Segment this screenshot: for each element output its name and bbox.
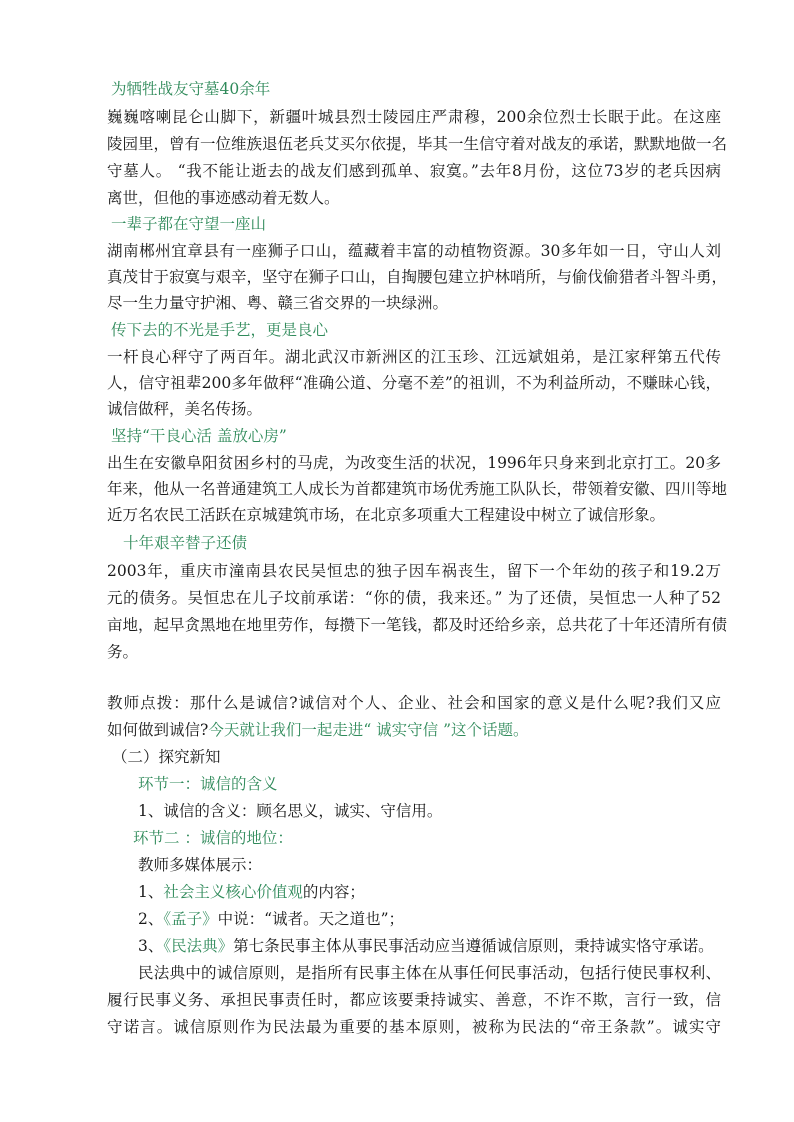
story-3-line-1: 一杆良心秤守了两百年。湖北武汉市新洲区的江玉珍、江远斌姐弟，是江家秤第五代传 — [107, 348, 721, 366]
story-1-line-1: 巍巍喀喇昆仑山脚下，新疆叶城县烈士陵园庄严肃穆，200余位烈士长眠于此。在这座 — [107, 108, 721, 126]
list-item-3-text: 第七条民事主体从事民事活动应当遵循诚信原则，秉持诚实恪守承诺。 — [233, 937, 714, 955]
story-title-5: 十年艰辛替子还债 — [123, 534, 248, 552]
link-1-title: 环节一：诚信的含义 — [138, 775, 278, 793]
story-title-4: 坚持“干良心活 盖放心房” — [111, 427, 287, 445]
story-3-line-2: 人，信守祖辈200多年做秤“准确公道、分毫不差”的祖训，不为利益所动，不赚昧心钱， — [107, 374, 721, 392]
list-item-2-num: 2、 — [138, 910, 164, 928]
story-3-line-3: 诚信做秤，美名传扬。 — [107, 400, 263, 418]
story-title-3: 传下去的不光是手艺，更是良心 — [111, 321, 329, 339]
story-2-line-1: 湖南郴州宜章县有一座狮子口山，蕴藏着丰富的动植物资源。30多年如一日，守山人刘 — [107, 242, 721, 260]
topic-intro: 今天就让我们一起走进“ 诚实守信 ”这个话题。 — [208, 721, 529, 739]
story-5-line-1: 2003年，重庆市潼南县农民吴恒忠的独子因车祸丧生，留下一个年幼的孩子和19.2万 — [107, 562, 721, 580]
teacher-prompt-line-1: 教师点拨：那什么是诚信?诚信对个人、企业、社会和国家的意义是什么呢?我们又应 — [107, 694, 721, 712]
teacher-question: 如何做到诚信? — [107, 721, 209, 739]
story-1-line-4: 离世，但他的事迹感动着无数人。 — [107, 189, 340, 207]
mencius-term: 《孟子》 — [163, 910, 218, 928]
link-2-title: 环节二 ：诚信的地位： — [133, 829, 293, 847]
civil-code-para-line-3: 守诺言。诚信原则作为民法最为重要的基本原则，被称为民法的“帝王条款”。诚实守 — [107, 1018, 721, 1036]
story-5-line-2: 元的债务。吴恒忠在儿子坟前承诺：“你的债，我来还。” 为了还债，吴恒忠一人种了52 — [107, 589, 721, 607]
story-4-line-3: 近万名农民工活跃在京城建筑市场，在北京多项重大工程建设中树立了诚信形象。 — [107, 506, 666, 524]
story-title-2: 一辈子都在守望一座山 — [111, 215, 267, 233]
story-1-line-3: 守墓人。 “我不能让逝去的战友们感到孤单、寂寞。”去年8月份，这位73岁的老兵因病 — [107, 162, 721, 180]
core-values-term: 社会主义核心价值观 — [163, 883, 303, 901]
civil-code-para-line-2: 履行民事义务、承担民事责任时，都应该要秉持诚实、善意，不诈不欺，言行一致，信 — [107, 991, 721, 1009]
list-item-3 — [138, 935, 714, 957]
story-4-line-2: 年来，他从一名普通建筑工人成长为首都建筑市场优秀施工队队长，带领着安徽、四川等地 — [107, 480, 728, 498]
link-1-item: 1、诚信的含义：顾名思义，诚实、守信用。 — [138, 802, 443, 820]
section-heading: （二）探究新知 — [112, 748, 221, 766]
story-2-line-3: 尽一生力量守护湘、粤、赣三省交界的一块绿洲。 — [107, 294, 449, 312]
list-item-2 — [138, 908, 404, 930]
list-item-1 — [138, 881, 365, 903]
story-4-line-1: 出生在安徽阜阳贫困乡村的马虎，为改变生活的状况，1996年只身来到北京打工。20多 — [107, 454, 721, 472]
civil-code-para-line-1: 民法典中的诚信原则，是指所有民事主体在从事任何民事活动，包括行使民事权利、 — [138, 964, 721, 982]
story-2-line-2: 真茂甘于寂寞与艰辛，坚守在狮子口山，自掏腰包建立护林哨所，与偷伐偷猎者斗智斗勇， — [107, 268, 728, 286]
story-title-1: 为牺牲战友守墓40余年 — [111, 80, 271, 98]
list-item-3-num: 3、 — [138, 937, 164, 955]
list-item-1-num: 1、 — [138, 883, 164, 901]
teacher-prompt-line-2 — [107, 719, 529, 741]
civil-code-term: 《民法典》 — [163, 937, 234, 955]
story-5-line-4: 务。 — [107, 643, 139, 661]
list-item-2-text: 中说：“诚者。天之道也”； — [217, 910, 404, 928]
list-item-1-text: 的内容； — [302, 883, 365, 901]
story-5-line-3: 亩地，起早贪黑地在地里劳作，每攒下一笔钱，都及时还给乡亲，总共花了十年还清所有债 — [107, 616, 728, 634]
story-1-line-2: 陵园里，曾有一位维族退伍老兵艾买尔依提，毕其一生信守着对战友的承诺，默默地做一名 — [107, 135, 728, 153]
link-2-intro: 教师多媒体展示： — [138, 856, 263, 874]
